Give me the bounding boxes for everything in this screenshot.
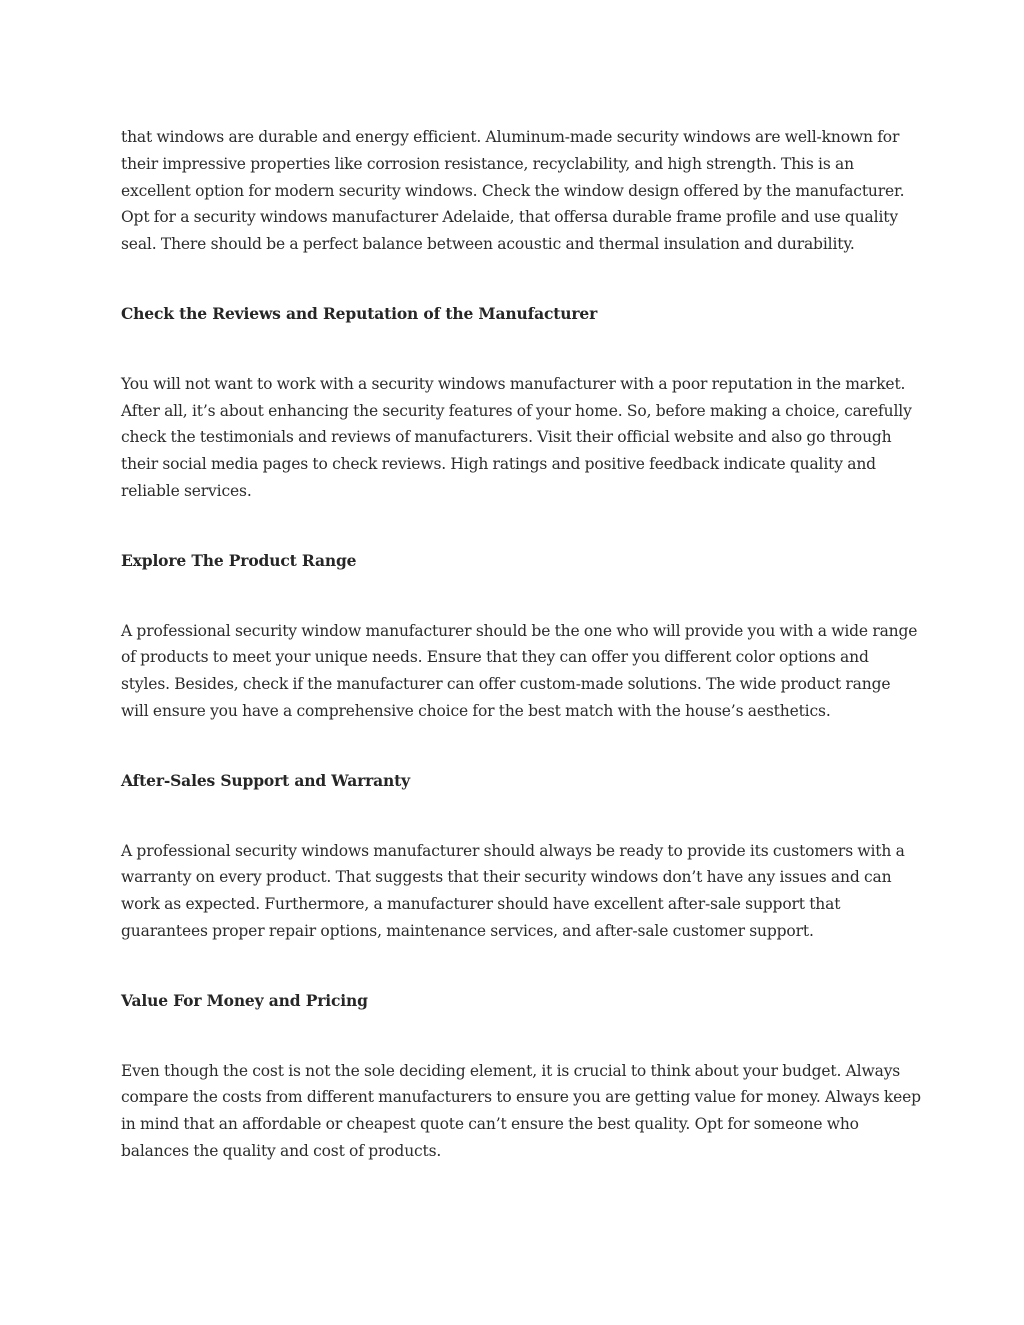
section-paragraph-product-range: A professional security window manufacturer should be the one who will provide you with a wide range of products to meet your unique needs. Ensure that they can offer you different color options and styles. Besides, check if the manufacturer can offer custom-made solutions. The wide product range will ensure you have a comprehensive choice for the best match with the house’s aesthetics. xyxy=(121,621,918,720)
section-paragraph-after-sales: A professional security windows manufacturer should always be ready to provide its customers with a warranty on every product. That suggests that their security windows don’t have any issues and can work as expected. Furthermore, a manufacturer should have excellent after-sale support that guarantees proper repair options, maintenance services, and after-sale customer support. xyxy=(121,841,905,940)
intro-paragraph: that windows are durable and energy efficient. Aluminum-made security windows are well-known for their impressive properties like corrosion resistance, recyclability, and high strength. This is an excellent option for modern security windows. Check the window design offered by the manufacturer. Opt for a security windows manufacturer Adelaide, that offersa durable frame profile and use quality seal. There should be a perfect balance between acoustic and thermal insulation and durability. xyxy=(121,128,905,254)
section-heading-pricing: Value For Money and Pricing xyxy=(121,990,368,1010)
document-page xyxy=(121,124,921,1165)
section-paragraph-reviews: You will not want to work with a security windows manufacturer with a poor reputation in the market. After all, it’s about enhancing the security features of your home. So, before making a choice, carefully check the testimonials and reviews of manufacturers. Visit their official website and also go through their social media pages to check reviews. High ratings and positive feedback indicate quality and reliable services. xyxy=(121,374,912,500)
section-heading-reviews: Check the Reviews and Reputation of the Manufacturer xyxy=(121,303,598,323)
section-heading-after-sales: After-Sales Support and Warranty xyxy=(121,770,411,790)
section-paragraph-pricing: Even though the cost is not the sole deciding element, it is crucial to think about your budget. Always compare the costs from different manufacturers to ensure you are getting value for money. Always keep in mind that an affordable or cheapest quote can’t ensure the best quality. Opt for someone who balances the quality and cost of products. xyxy=(121,1061,921,1160)
section-heading-product-range: Explore The Product Range xyxy=(121,550,357,570)
